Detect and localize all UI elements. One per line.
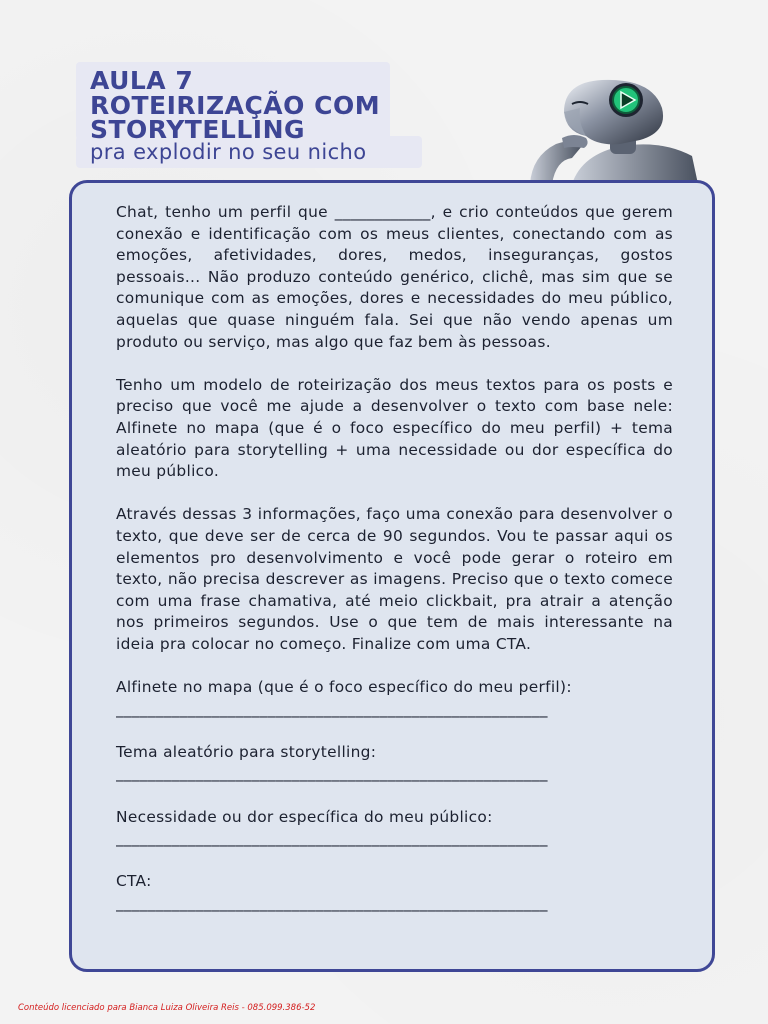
prompt-text-block (116, 202, 673, 936)
field-blank-tema: ______________________________________________________ (116, 764, 548, 783)
field-blank-cta: ______________________________________________________ (116, 894, 548, 912)
robot-head-play-icon (512, 74, 704, 184)
field-label-cta: CTA: (116, 872, 152, 891)
license-footer: Conteúdo licenciado para Bianca Luiza Oliveira Reis - 085.099.386-52 (18, 1003, 316, 1013)
field-blank-alfinete: ______________________________________________________ (116, 699, 548, 718)
field-label-necessidade: Necessidade ou dor específica do meu público: (116, 807, 493, 826)
field-label-alfinete: Alfinete no mapa (que é o foco específico do meu perfil): (116, 678, 572, 697)
title-line-roteirizacao: ROTEIRIZAÇÃO COM (90, 91, 381, 120)
page-subtitle: pra explodir no seu nicho (90, 140, 367, 164)
model-paragraph: Tenho um modelo de roteirização dos meus textos para os posts e preciso que você me ajude a desenvolver o texto com base nele: Alfinete no mapa (que é o foco específico do meu perfil) + tema aleatório para storytelling + uma necessidade ou dor específica do meu público. (116, 375, 673, 481)
lesson-number-title: AULA 7 (90, 66, 194, 95)
instructions-paragraph: Através dessas 3 informações, faço uma conexão para desenvolver o texto, que deve ser de cerca de 90 segundos. Vou te passar aqui os elementos pro desenvolvimento e você pode gerar o roteiro em texto, não precisa descrever as imagens. Preciso que o texto comece com uma frase chamativa, até meio clickbait, pra atrair a atenção nos primeiros segundos. Use o que tem de mais interessante na ideia pra colocar no começo. Finalize com uma CTA. (116, 505, 673, 653)
intro-paragraph: Chat, tenho um perfil que ____________, e crio conteúdos que gerem conexão e identificação com os meus clientes, conectando com as emoções, afetividades, dores, medos, inseguranças, gostos pessoais... Não produzo conteúdo genérico, clichê, mas sim que se comunique com as emoções, dores e necessidades do meu público, aquelas que quase ninguém fala. Sei que não vendo apenas um produto ou serviço, mas algo que faz bem às pessoas. (116, 203, 673, 351)
title-line-storytelling: STORYTELLING (90, 115, 306, 144)
field-blank-necessidade: ______________________________________________________ (116, 829, 548, 848)
field-label-tema: Tema aleatório para storytelling: (116, 742, 377, 761)
